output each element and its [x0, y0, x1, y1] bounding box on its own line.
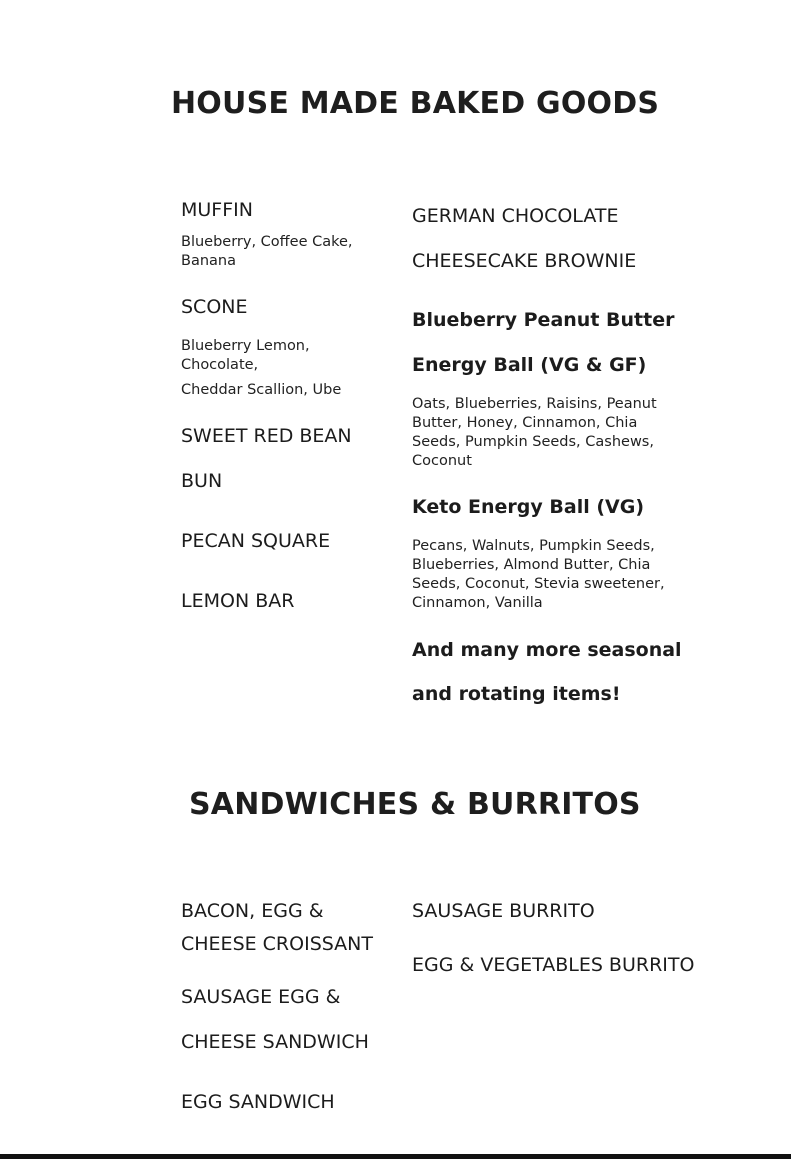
bec-croissant-line1: BACON, EGG &: [181, 900, 324, 922]
muffin-desc: Blueberry, Coffee Cake, Banana: [181, 234, 353, 269]
more-items-line2: and rotating items!: [412, 683, 621, 705]
lemon-bar: LEMON BAR: [181, 590, 295, 612]
keto-ball-name: Keto Energy Ball (VG): [412, 496, 644, 518]
keto-ball-desc: Pecans, Walnuts, Pumpkin Seeds, Blueberries, Almond Butter, Chia Seeds, Coconut, Stevia sweetener, Cinnamon, Vanilla: [412, 538, 665, 611]
scone-name: SCONE: [181, 296, 248, 318]
egg-vegetables-burrito: EGG & VEGETABLES BURRITO: [412, 954, 695, 976]
egg-sandwich: EGG SANDWICH: [181, 1091, 335, 1113]
sausage-burrito: SAUSAGE BURRITO: [412, 900, 595, 922]
scone-desc-2: Cheddar Scallion, Ube: [181, 382, 342, 398]
scone-desc-1: Blueberry Lemon, Chocolate,: [181, 338, 310, 373]
pecan-square: PECAN SQUARE: [181, 530, 331, 552]
bec-croissant-line2: CHEESE CROISSANT: [181, 933, 373, 955]
sausage-sandwich-line2: CHEESE SANDWICH: [181, 1031, 369, 1053]
more-items-line1: And many more seasonal: [412, 639, 682, 661]
energy-ball-desc: Oats, Blueberries, Raisins, Peanut Butter, Honey, Cinnamon, Chia Seeds, Pumpkin Seeds, Cashews, Coconut: [412, 396, 657, 469]
german-chocolate: GERMAN CHOCOLATE: [412, 205, 619, 227]
energy-ball-line2: Energy Ball (VG & GF): [412, 354, 647, 376]
bottom-rule: [0, 1154, 791, 1159]
muffin-name: MUFFIN: [181, 199, 253, 221]
cheesecake-brownie: CHEESECAKE BROWNIE: [412, 250, 637, 272]
energy-ball-line1: Blueberry Peanut Butter: [412, 309, 675, 331]
red-bean-bun-line2: BUN: [181, 470, 223, 492]
red-bean-bun-line1: SWEET RED BEAN: [181, 425, 352, 447]
sausage-sandwich-line1: SAUSAGE EGG &: [181, 986, 341, 1008]
sandwiches-title: SANDWICHES & BURRITOS: [189, 787, 641, 822]
baked-goods-title: HOUSE MADE BAKED GOODS: [171, 86, 660, 121]
